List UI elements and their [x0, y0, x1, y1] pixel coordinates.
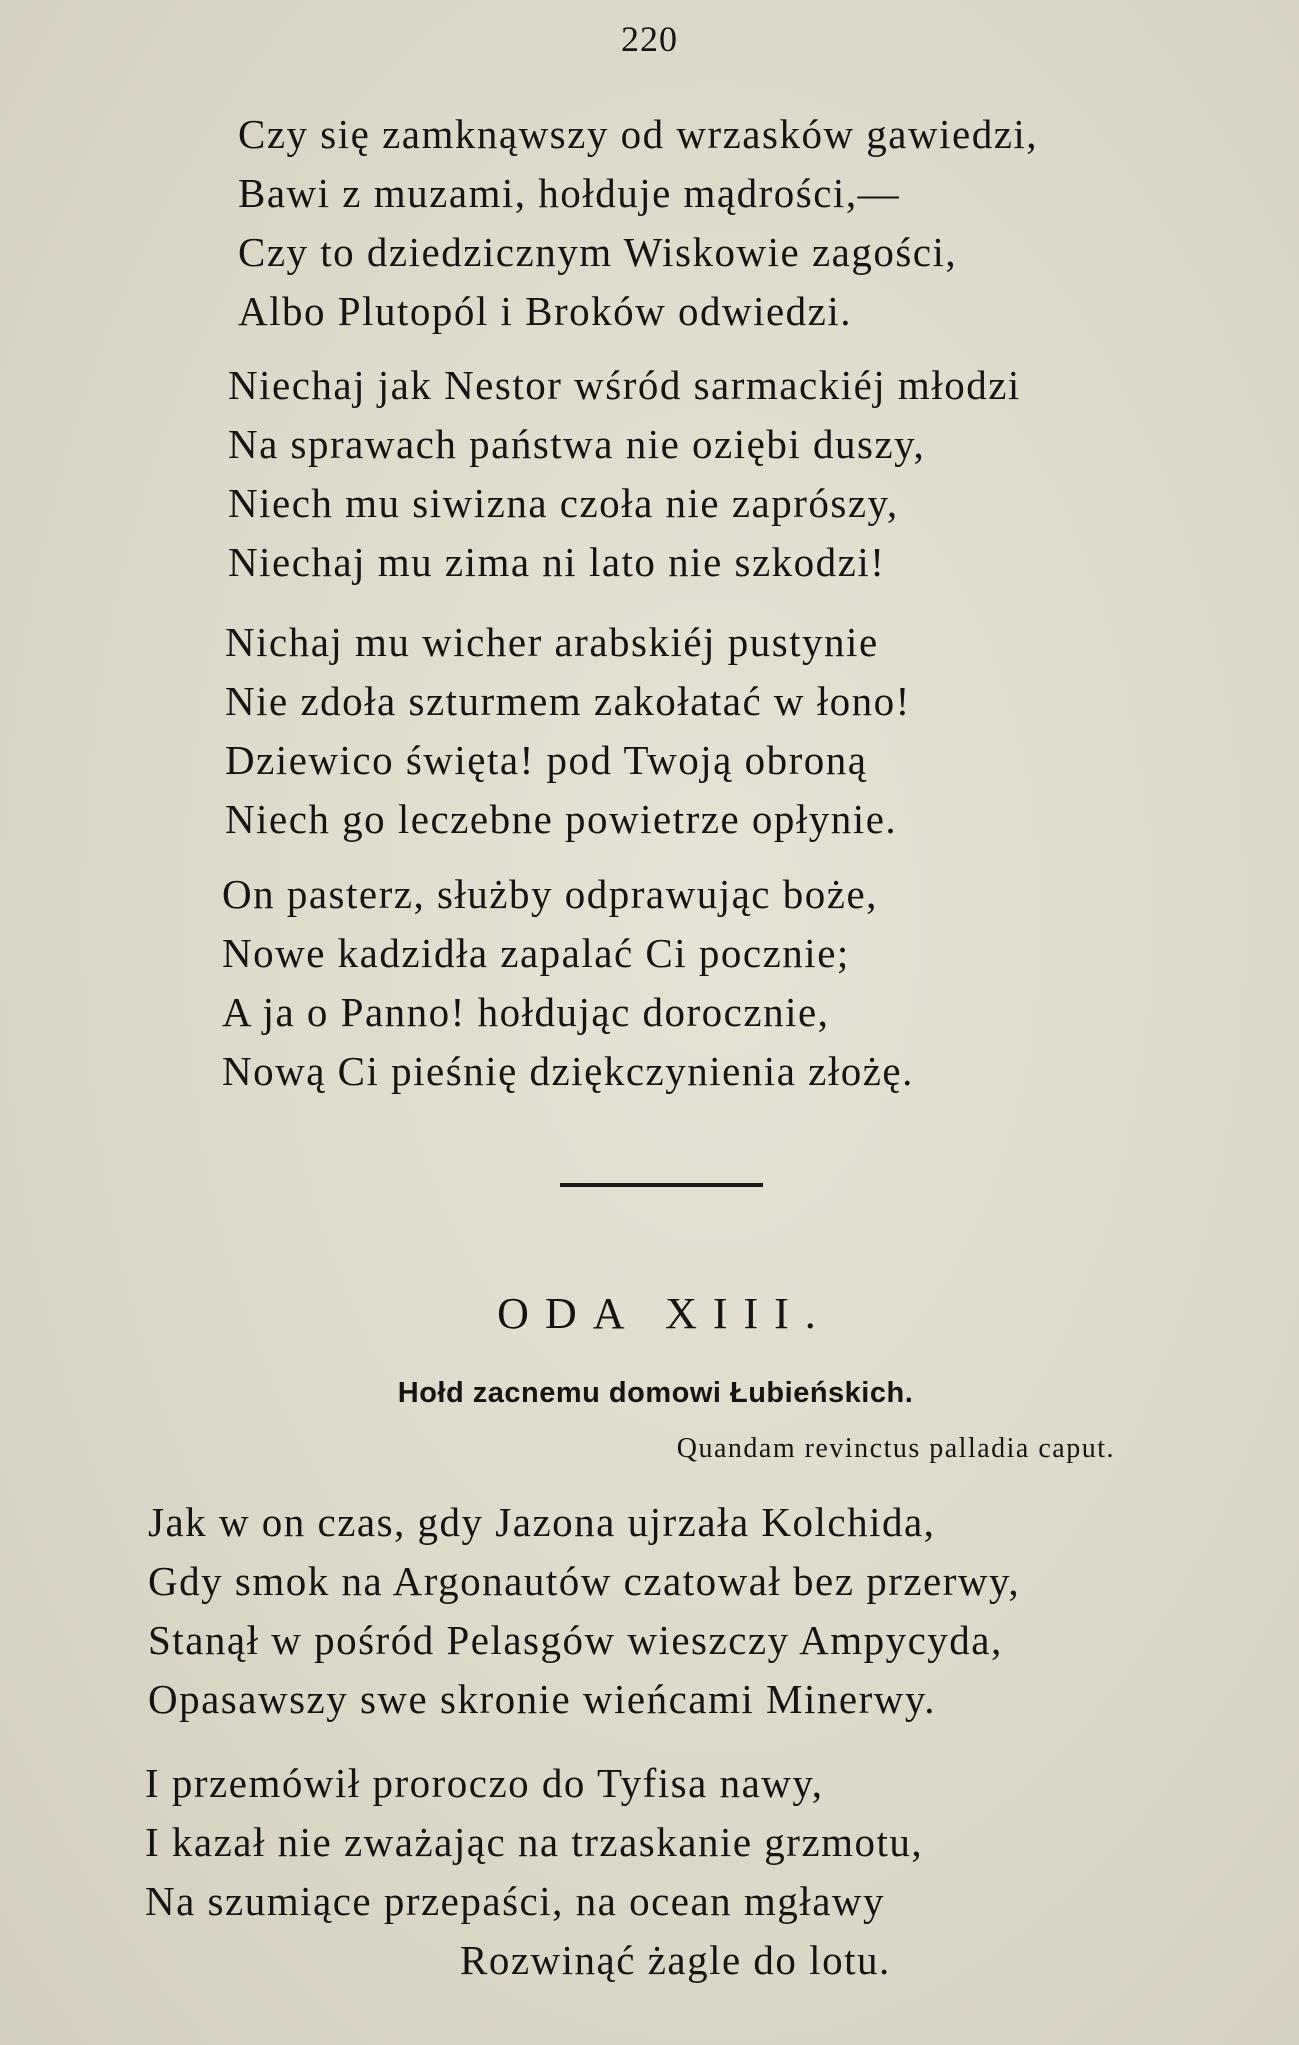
page-number: 220 [621, 19, 678, 59]
stanza [228, 356, 1021, 592]
verse-line: I przemówił proroczo do Tyfisa nawy, [145, 1760, 824, 1806]
verse-line: Gdy smok na Argonautów czatował bez przerwy, [148, 1558, 1021, 1604]
verse-line: Nowe kadzidła zapalać Ci pocznie; [222, 930, 850, 976]
epigraph: Quandam revinctus palladia caput. [676, 1433, 1115, 1464]
verse-line: Opasawszy swe skronie wieńcami Minerwy. [148, 1676, 936, 1722]
stanza [222, 865, 914, 1101]
verse-line: Niechaj jak Nestor wśród sarmackiéj młodzi [228, 362, 1021, 408]
stanza [225, 613, 911, 849]
verse-line: I kazał nie zważając na trzaskanie grzmotu, [145, 1819, 924, 1865]
section-divider [560, 1183, 763, 1187]
verse-line: Nichaj mu wicher arabskiéj pustynie [225, 619, 879, 665]
verse-line: Albo Plutopól i Broków odwiedzi. [238, 288, 853, 334]
verse-line: Niechaj mu zima ni lato nie szkodzi! [228, 539, 886, 585]
verse-line: A ja o Panno! hołdując dorocznie, [222, 989, 830, 1035]
ode-subtitle: Hołd zacnemu domowi Łubieńskich. [397, 1377, 914, 1409]
verse-line: Nie zdoła szturmem zakołatać w łono! [225, 678, 911, 724]
verse-line: Stanął w pośród Pelasgów wieszczy Ampycyda, [148, 1617, 1003, 1663]
verse-line: Rozwinąć żagle do lotu. [460, 1937, 891, 1983]
verse-line: Na sprawach państwa nie oziębi duszy, [228, 421, 926, 467]
verse-line: Czy się zamknąwszy od wrzasków gawiedzi, [238, 111, 1039, 157]
verse-line: Czy to dziedzicznym Wiskowie zagości, [238, 229, 958, 275]
verse-line: Niech mu siwizna czoła nie zaprószy, [228, 480, 899, 526]
ode-title: ODA XIII. [497, 1289, 832, 1338]
verse-line: Dziewico święta! pod Twoją obroną [225, 737, 868, 783]
verse-line: Na szumiące przepaści, na ocean mgławy [145, 1878, 886, 1924]
verse-line: On pasterz, służby odprawując boże, [222, 871, 878, 917]
verse-line: Niech go leczebne powietrze opłynie. [225, 796, 898, 842]
verse-line: Nową Ci pieśnię dziękczynienia złożę. [222, 1048, 914, 1094]
verse-line: Jak w on czas, gdy Jazona ujrzała Kolchida, [148, 1499, 936, 1545]
stanza [148, 1493, 1020, 1729]
stanza [238, 105, 1038, 341]
stanza [145, 1754, 923, 1990]
verse-line: Bawi z muzami, hołduje mądrości,— [238, 170, 901, 216]
